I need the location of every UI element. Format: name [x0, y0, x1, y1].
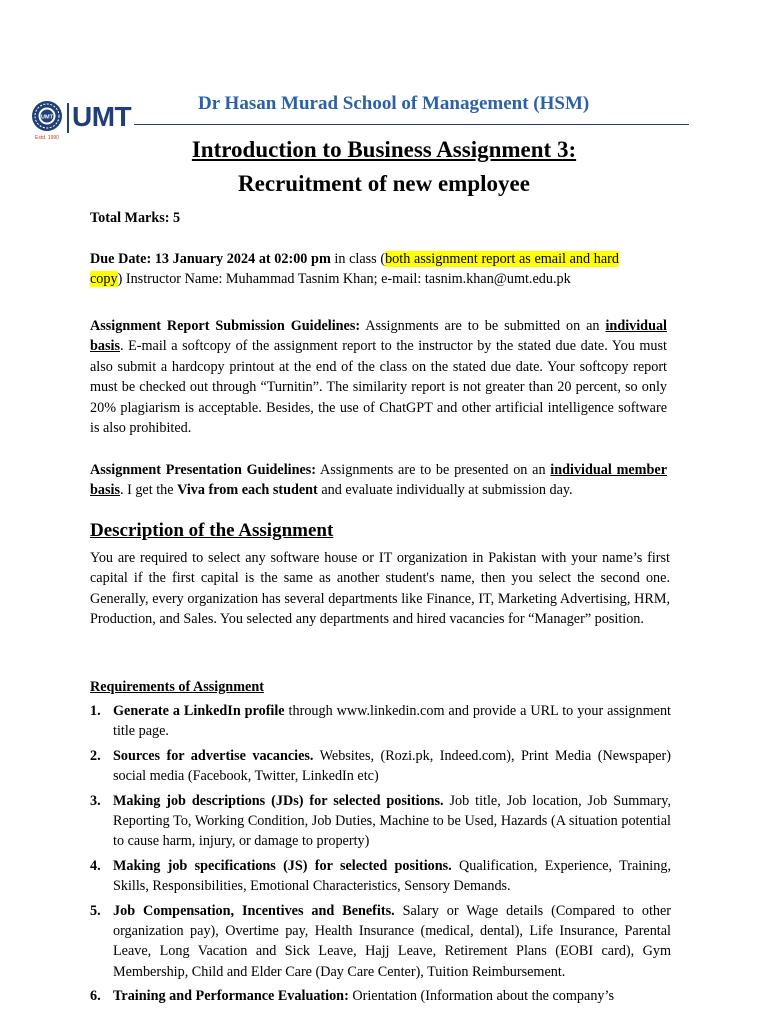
item-number: 5. [90, 902, 101, 919]
description-heading: Description of the Assignment [90, 520, 334, 541]
presentation-text-3: and evaluate individually at submission day. [317, 482, 573, 499]
seal-icon [31, 100, 63, 132]
school-name: Dr Hasan Murad School of Management (HSM) [198, 93, 590, 114]
assignment-subtitle: Recruitment of new employee [238, 171, 530, 196]
submission-text-2: . E-mail a softcopy of the assignment report to the instructor by the stated due date. You must also submit a hardcopy printout at the end of the class on the stated due date. Your softcopy report must be checked out through “Turnitin”. The similarity report is not greater than 20 percent, so only 20% plagiarism is acceptable. Besides, the use of ChatGPT and other artificial intelligence software is also prohibited. [90, 338, 667, 437]
submission-emphasis: individual basis [90, 318, 668, 355]
item-text: Qualification, Experience, Training, Skills, Responsibilities, Emotional Characteristics, Sensory Demands. [113, 857, 671, 895]
seal-text: UMT [41, 114, 53, 121]
item-number: 6. [90, 988, 101, 1005]
due-in-class: in class ( [330, 251, 386, 267]
list-item [90, 746, 671, 787]
list-item [90, 791, 671, 852]
presentation-viva: Viva from each student [177, 482, 318, 499]
item-title: Generate a LinkedIn profile [113, 703, 285, 719]
presentation-emphasis: individual member basis [90, 462, 667, 499]
list-item [90, 901, 671, 983]
logo-text: UMT [72, 101, 132, 132]
item-title: Making job specifications (JS) for selected positions. [113, 857, 452, 874]
item-text: Orientation (Information about the company’s [348, 988, 614, 1005]
presentation-guidelines [90, 460, 667, 501]
item-text: through www.linkedin.com and provide a URL to your assignment title page. [113, 703, 671, 740]
due-highlight: both assignment report as email and hard copy [90, 251, 619, 288]
item-text: Websites, (Rozi.pk, Indeed.com), Print Media (Newspaper) social media (Facebook, Twitter, LinkedIn etc) [113, 747, 672, 785]
item-title: Job Compensation, Incentives and Benefits. [113, 902, 395, 919]
item-number: 1. [90, 703, 101, 719]
header-rule [134, 124, 689, 125]
submission-guidelines [90, 316, 667, 438]
due-date-label: Due Date: 13 January 2024 at 02:00 pm [90, 251, 331, 267]
item-text: Job title, Job location, Job Summary, Reporting To, Working Condition, Job Duties, Machine to be Used, Hazards (A situation potential to cause harm, injury, or damage to property) [113, 792, 672, 850]
item-number: 4. [90, 857, 101, 874]
requirements-heading: Requirements of Assignment [90, 679, 264, 695]
submission-label: Assignment Report Submission Guidelines: [90, 318, 361, 334]
submission-text-1: Assignments are to be submitted on an [360, 318, 606, 334]
seal-caption: Estd. 1990 [35, 135, 59, 141]
presentation-text-1: Assignments are to be presented on an [316, 462, 551, 478]
item-title: Training and Performance Evaluation: [113, 988, 349, 1005]
list-item [90, 701, 671, 742]
list-item [90, 856, 671, 897]
total-marks: Total Marks: 5 [90, 210, 181, 226]
presentation-text-2: . I get the [119, 482, 178, 499]
item-text: Salary or Wage details (Compared to other organization pay), Overtime pay, Health Insurance (medical, dental), Life Insurance, Parental Leave, Long Vacation and Sick Leave, Hajj Leave, Retirement Plans (EOBI card), Gym Membership, Child and Elder Care (Day Care Center), Tuition Reimbursement. [113, 902, 671, 980]
item-number: 3. [90, 792, 101, 809]
description-text: You are required to select any software house or IT organization in Pakistan with your name’s first capital if the first capital is the same as another student's name, then you select the second one. Generally, every organization has several departments like Finance, IT, Marketing Advertising, HRM, Production, and Sales. You selected any departments and hired vacancies for “Manager” position. [90, 550, 670, 628]
item-title: Sources for advertise vacancies. [113, 747, 314, 764]
item-number: 2. [90, 747, 101, 764]
list-item [90, 986, 671, 1006]
assignment-title: Introduction to Business Assignment 3: [191, 137, 577, 162]
requirements-list [90, 701, 671, 1011]
due-instructor: ) Instructor Name: Muhammad Tasnim Khan; e-mail: tasnim.khan@umt.edu.pk [117, 271, 571, 288]
presentation-label: Assignment Presentation Guidelines: [90, 462, 317, 478]
item-title: Making job descriptions (JDs) for selected positions. [113, 792, 444, 809]
logo-divider [67, 103, 69, 133]
due-date-paragraph [90, 249, 619, 290]
